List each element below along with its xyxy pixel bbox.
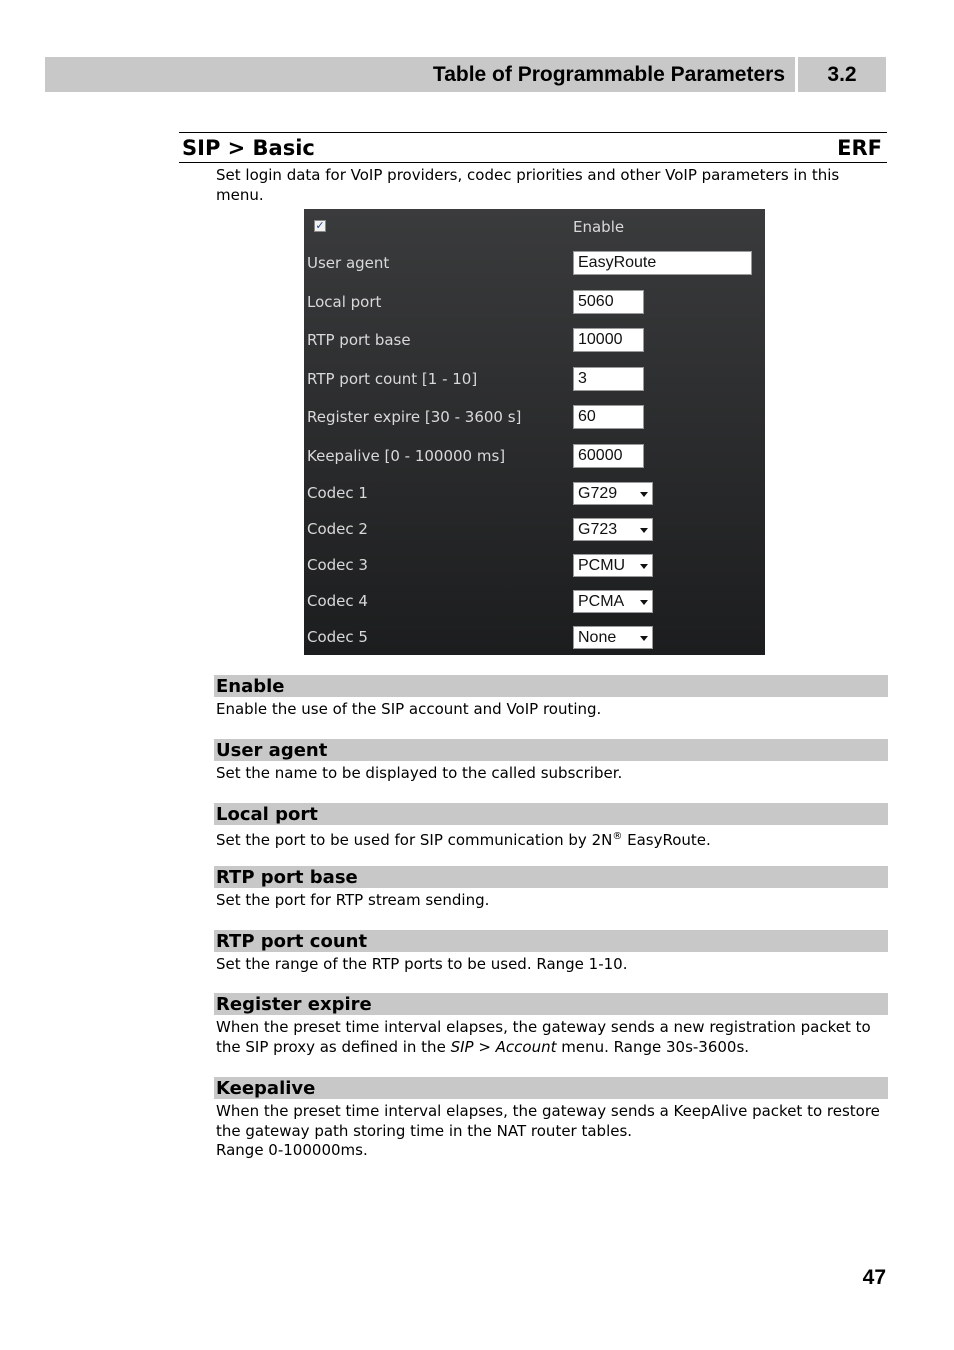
local-port-input[interactable]: 5060 bbox=[573, 290, 644, 314]
codec-2-label: Codec 2 bbox=[307, 520, 368, 538]
dropdown-arrow-icon bbox=[640, 528, 648, 533]
section-title: SIP > Basic bbox=[182, 135, 315, 160]
rtp-port-count-input[interactable]: 3 bbox=[573, 367, 644, 391]
dropdown-arrow-icon bbox=[640, 636, 648, 641]
page-number: 47 bbox=[862, 1266, 886, 1289]
dropdown-arrow-icon bbox=[640, 564, 648, 569]
param-heading-user-agent: User agent bbox=[214, 739, 888, 761]
param-desc-rtp-port-count: Set the range of the RTP ports to be used. Range 1-10. bbox=[216, 955, 628, 973]
user-agent-label: User agent bbox=[307, 254, 390, 272]
param-heading-keepalive: Keepalive bbox=[214, 1077, 888, 1099]
section-title-bar bbox=[179, 132, 887, 163]
register-expire-input[interactable]: 60 bbox=[573, 405, 644, 429]
param-heading-local-port: Local port bbox=[214, 803, 888, 825]
codec-5-select[interactable] bbox=[573, 626, 653, 649]
sip-basic-settings-panel bbox=[304, 209, 765, 655]
param-heading-register-expire: Register expire bbox=[214, 993, 888, 1015]
codec-2-value: G723 bbox=[578, 521, 618, 538]
codec-3-value: PCMU bbox=[578, 557, 626, 574]
codec-5-label: Codec 5 bbox=[307, 628, 368, 646]
section-tag: ERF bbox=[837, 135, 882, 160]
codec-3-label: Codec 3 bbox=[307, 556, 368, 574]
codec-1-select[interactable] bbox=[573, 482, 653, 505]
param-heading-enable: Enable bbox=[214, 675, 888, 697]
param-desc-keepalive: When the preset time interval elapses, the gateway sends a KeepAlive packet to restore the gateway path storing time in the NAT router tables. Range 0-100000ms. bbox=[216, 1102, 880, 1159]
codec-2-select[interactable] bbox=[573, 518, 653, 541]
codec-4-value: PCMA bbox=[578, 593, 625, 610]
local-port-label: Local port bbox=[307, 293, 382, 311]
dropdown-arrow-icon bbox=[640, 600, 648, 605]
param-desc-register-expire: When the preset time interval elapses, the gateway sends a new registration packet to the SIP proxy as defined in the SIP > Account menu. Range 30s-3600s. bbox=[216, 1018, 871, 1056]
param-heading-rtp-port-base: RTP port base bbox=[214, 866, 888, 888]
enable-label: Enable bbox=[573, 218, 625, 236]
codec-4-select[interactable] bbox=[573, 590, 653, 613]
param-desc-local-port: Set the port to be used for SIP communication by 2N® EasyRoute. bbox=[216, 831, 711, 849]
rtp-port-base-input[interactable]: 10000 bbox=[573, 328, 644, 352]
param-desc-user-agent: Set the name to be displayed to the called subscriber. bbox=[216, 764, 623, 782]
keepalive-label: Keepalive [0 - 100000 ms] bbox=[307, 447, 506, 465]
intro-text: Set login data for VoIP providers, codec priorities and other VoIP parameters in this menu. bbox=[216, 166, 840, 204]
codec-3-select[interactable] bbox=[573, 554, 653, 577]
register-expire-label: Register expire [30 - 3600 s] bbox=[307, 408, 522, 426]
param-desc-enable: Enable the use of the SIP account and VoIP routing. bbox=[216, 700, 602, 718]
codec-1-value: G729 bbox=[578, 485, 618, 502]
keepalive-input[interactable]: 60000 bbox=[573, 444, 644, 468]
param-heading-rtp-port-count: RTP port count bbox=[214, 930, 888, 952]
param-desc-rtp-port-base: Set the port for RTP stream sending. bbox=[216, 891, 490, 909]
rtp-port-count-label: RTP port count [1 - 10] bbox=[307, 370, 478, 388]
page-header bbox=[45, 57, 795, 92]
rtp-port-base-label: RTP port base bbox=[307, 331, 411, 349]
codec-4-label: Codec 4 bbox=[307, 592, 368, 610]
dropdown-arrow-icon bbox=[640, 492, 648, 497]
codec-1-label: Codec 1 bbox=[307, 484, 368, 502]
codec-5-value: None bbox=[578, 629, 617, 646]
user-agent-input[interactable]: EasyRoute bbox=[573, 251, 752, 275]
header-section-number: 3.2 bbox=[798, 57, 886, 92]
registered-mark: ® bbox=[612, 831, 623, 842]
enable-checkbox[interactable]: ✓ bbox=[315, 219, 325, 232]
header-title: Table of Programmable Parameters bbox=[432, 62, 785, 86]
